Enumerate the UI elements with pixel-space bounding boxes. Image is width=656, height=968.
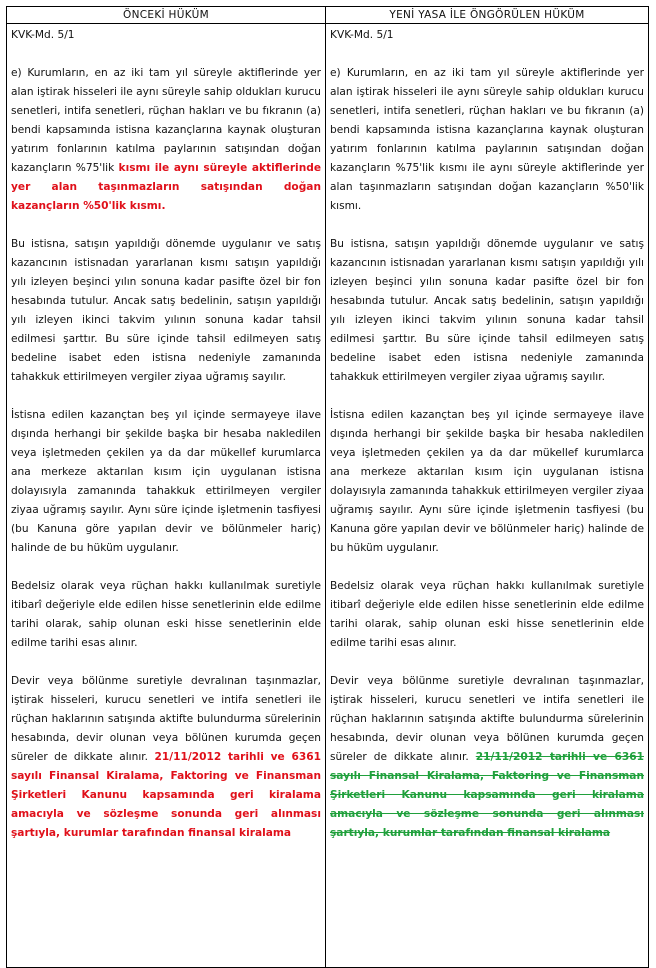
- paragraph-4: Bedelsiz olarak veya rüçhan hakkı kullanılmak suretiyle itibarî değeriyle elde edilen hisse senetlerinin elde edilme tarihi olarak, sahip olunan eski hisse senetlerinin elde edilme tarihi esas alınır.: [11, 580, 321, 649]
- law-reference: KVK-Md. 5/1: [330, 29, 394, 41]
- paragraph-5: [330, 672, 644, 843]
- paragraph-text: Devir veya bölünme suretiyle devralınan taşınmazlar, iştirak hisseleri, kurucu senetleri ve intifa senetleri ile rüçhan haklarının satışında aktifte bulundurma sürelerinin hesabında, devir olunan veya bölünen kurumda geçen süreler de dikkate alınır.: [330, 675, 644, 763]
- new-provision-column: [326, 24, 649, 968]
- paragraph-text: Devir veya bölünme suretiyle devralınan taşınmazlar, iştirak hisseleri, kurucu senetleri ve intifa senetleri ile rüçhan haklarının satışında aktifte bulundurma sürelerinin hesabında, devir olunan veya bölünen kurumda geçen süreler de dikkate alınır.: [11, 675, 321, 763]
- comparison-table: [6, 6, 649, 968]
- highlighted-text: kısmı ile aynı süreyle aktiflerinde yer alan taşınmazların satışından doğan kazançların %50'lik kısmı.: [11, 162, 322, 212]
- paragraph-text: e) Kurumların, en az iki tam yıl süreyle aktiflerinde yer alan iştirak hisseleri ile aynı süreyle sahip oldukları kurucu senetleri, intifa senetleri, rüçhan hakları ve bu fıkranın (a) bendi kapsamında istisna kazançlarına kaynak oluşturan yatırım fonlarının katılma paylarının satışından doğan kazançların %75'lik: [11, 67, 321, 174]
- paragraph-3: İstisna edilen kazançtan beş yıl içinde sermayeye ilave dışında herhangi bir şekilde başka bir hesaba nakledilen veya işletmeden çekilen ya da dar mükellef kurumlarca ana merkeze aktarılan kısım için uygulanan istisna dolayısıyla zamanında tahakkuk ettirilmeyen vergiler ziyaa uğramış sayılır. Aynı süre içinde işletmenin tasfiyesi (bu Kanuna göre yapılan devir ve bölünmeler hariç) halinde de bu hüküm uygulanır.: [11, 409, 321, 554]
- paragraph-1: e) Kurumların, en az iki tam yıl süreyle aktiflerinde yer alan iştirak hisseleri ile aynı süreyle sahip oldukları kurucu senetleri, intifa senetleri, rüçhan hakları ve bu fıkranın (a) bendi kapsamında istisna kazançlarına kaynak oluşturan yatırım fonlarının katılma paylarının satışından doğan kazançların %75'lik kısmı ile aynı süreyle aktiflerinde yer alan taşınmazların satışından doğan kazançların %50'lik kısmı.: [330, 67, 644, 212]
- paragraph-4: Bedelsiz olarak veya rüçhan hakkı kullanılmak suretiyle itibarî değeriyle elde edilen hisse senetlerinin elde edilme tarihi olarak, sahip olunan eski hisse senetlerinin elde edilme tarihi esas alınır.: [330, 580, 644, 649]
- paragraph-3: İstisna edilen kazançtan beş yıl içinde sermayeye ilave dışında herhangi bir şekilde başka bir hesaba nakledilen veya işletmeden çekilen ya da dar mükellef kurumlarca ana merkeze aktarılan kısım için uygulanan istisna dolayısıyla zamanında tahakkuk ettirilmeyen vergiler ziyaa uğramış sayılır. Aynı süre içinde işletmenin tasfiyesi (bu Kanuna göre yapılan devir ve bölünmeler hariç) halinde de bu hüküm uygulanır.: [330, 409, 644, 554]
- header-previous-provision: ÖNCEKİ HÜKÜM: [7, 7, 326, 24]
- previous-provision-column: [7, 24, 326, 968]
- law-reference: KVK-Md. 5/1: [11, 29, 75, 41]
- paragraph-5: [11, 672, 321, 843]
- header-new-provision: YENİ YASA İLE ÖNGÖRÜLEN HÜKÜM: [326, 7, 649, 24]
- paragraph-1: [11, 64, 321, 216]
- struck-through-text: 21/11/2012 tarihli ve 6361 sayılı Finansal Kiralama, Faktoring ve Finansman Şirketleri Kanunu kapsamında geri kiralama amacıyla ve sözleşme sonunda geri alınması şartıyla, kurumlar tarafından finansal kiralama: [330, 751, 644, 839]
- header-row: [7, 7, 649, 24]
- highlighted-text: 21/11/2012 tarihli ve 6361 sayılı Finansal Kiralama, Faktoring ve Finansman Şirketleri Kanunu kapsamında geri kiralama amacıyla ve sözleşme sonunda geri alınması şartıyla, kurumlar tarafından finansal kiralama: [11, 751, 321, 839]
- content-row: [7, 24, 649, 968]
- paragraph-2: Bu istisna, satışın yapıldığı dönemde uygulanır ve satış kazancının istisnadan yararlanan kısmı satışın yapıldığı yılı izleyen beşinci yılın sonuna kadar pasifte özel bir fon hesabında tutulur. Ancak satış bedelinin, satışın yapıldığı yılı izleyen ikinci takvim yılının sonuna kadar tahsil edilmesi şarttır. Bu süre içinde tahsil edilmeyen satış bedeline isabet eden istisna nedeniyle zamanında tahakkuk ettirilmeyen vergiler ziyaa uğramış sayılır.: [330, 238, 644, 383]
- paragraph-2: Bu istisna, satışın yapıldığı dönemde uygulanır ve satış kazancının istisnadan yararlanan kısmı satışın yapıldığı yılı izleyen beşinci yılın sonuna kadar pasifte özel bir fon hesabında tutulur. Ancak satış bedelinin, satışın yapıldığı yılı izleyen ikinci takvim yılının sonuna kadar tahsil edilmesi şarttır. Bu süre içinde tahsil edilmeyen satış bedeline isabet eden istisna nedeniyle zamanında tahakkuk ettirilmeyen vergiler ziyaa uğramış sayılır.: [11, 238, 321, 383]
